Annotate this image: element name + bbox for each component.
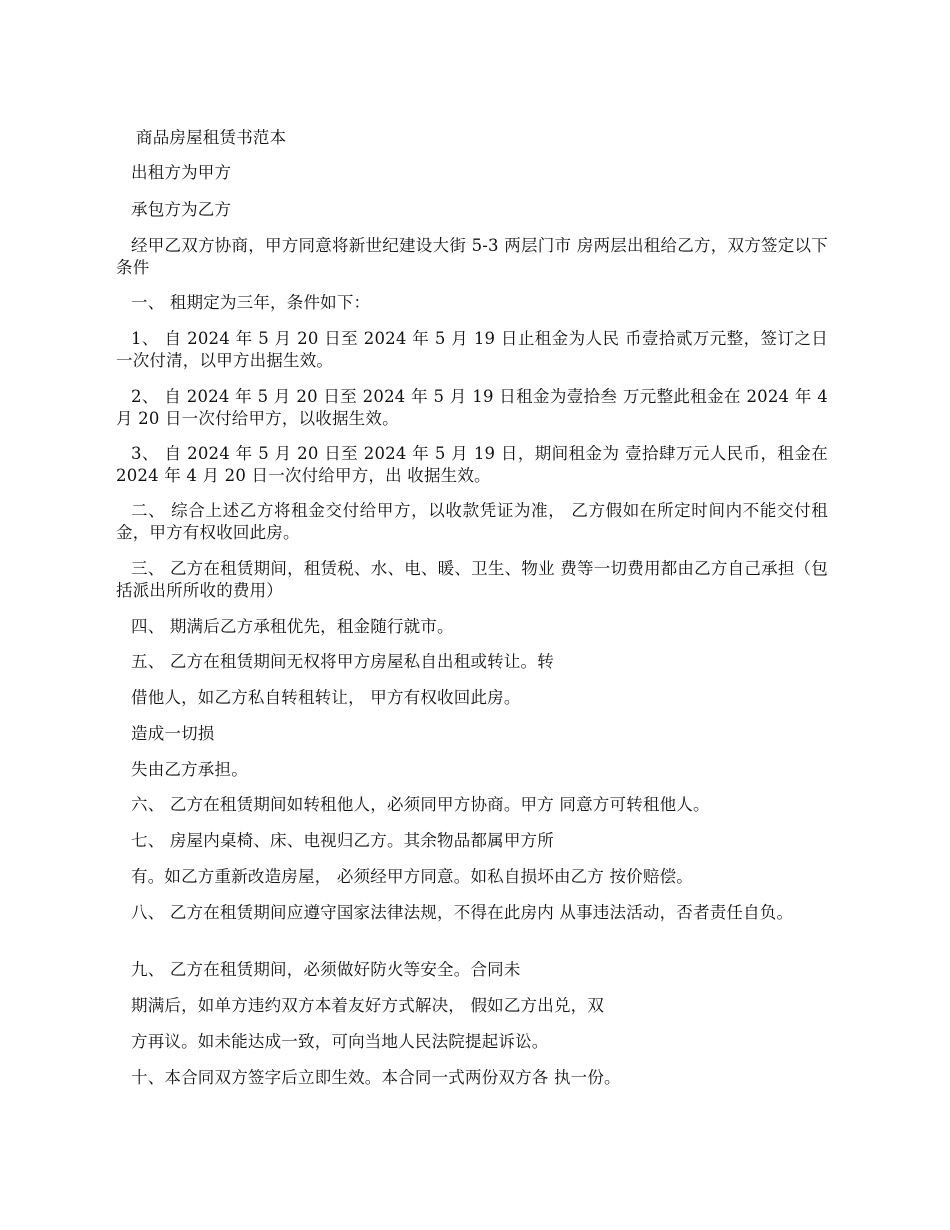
paragraph-clause-4: 四、 期满后乙方承租优先，租金随行就市。 (131, 617, 454, 636)
paragraph-lessor: 出租方为甲方 (131, 163, 232, 182)
paragraph-clause-9: 九、 乙方在租赁期间，必须做好防火等安全。合同未 (131, 960, 521, 979)
paragraph-clause-1-item-3: 3、 自 2024 年 5 月 20 日至 2024 年 5 月 19 日，期间租金为 壹拾肆万元人民币，租金在 2024 年 4 月 20 日一次付给甲方，出 收据生效。 (116, 444, 828, 485)
document-title: 商品房屋租赁书范本 (136, 128, 287, 147)
paragraph-intro: 经甲乙双方协商，甲方同意将新世纪建设大街 5-3 两层门市 房两层出租给乙方，双方签定以下条件 (116, 236, 828, 277)
paragraph-clause-5-cont-3: 失由乙方承担。 (131, 760, 248, 779)
paragraph-clause-1: 一、 租期定为三年，条件如下： (131, 293, 371, 312)
paragraph-clause-9-cont-2: 方再议。如未能达成一致，可向当地人民法院提起诉讼。 (131, 1032, 549, 1051)
paragraph-clause-1-item-1: 1、 自 2024 年 5 月 20 日至 2024 年 5 月 19 日止租金为人民 币壹拾贰万元整，签订之日一次付清，以甲方出据生效。 (116, 329, 828, 370)
paragraph-clause-3: 三、 乙方在租赁期间，租赁税、水、电、暖、卫生、物业 费等一切费用都由乙方自己承担（包括派出所所收的费用） (116, 559, 828, 600)
paragraph-clause-6: 六、 乙方在租赁期间如转租他人，必须同甲方协商。甲方 同意方可转租他人。 (131, 795, 710, 814)
paragraph-clause-5-cont-2: 造成一切损 (131, 724, 215, 743)
paragraph-clause-5-cont-1: 借他人，如乙方私自转租转让， 甲方有权收回此房。 (131, 688, 521, 707)
paragraph-clause-1-item-2: 2、 自 2024 年 5 月 20 日至 2024 年 5 月 19 日租金为壹拾叁 万元整此租金在 2024 年 4 月 20 日一次付给甲方，以收据生效。 (116, 387, 828, 428)
paragraph-clause-7-cont: 有。如乙方重新改造房屋， 必须经甲方同意。如私自损坏由乙方 按价赔偿。 (131, 867, 693, 886)
paragraph-clause-9-cont-1: 期满后，如单方违约双方本着友好方式解决， 假如乙方出兑，双 (131, 996, 605, 1015)
paragraph-clause-8: 八、 乙方在租赁期间应遵守国家法律法规，不得在此房内 从事违法活动，否者责任自负。 (131, 903, 794, 922)
paragraph-lessee: 承包方为乙方 (131, 200, 232, 219)
paragraph-clause-10: 十、本合同双方签字后立即生效。本合同一式两份双方各 执一份。 (131, 1068, 621, 1087)
paragraph-clause-2: 二、 综合上述乙方将租金交付给甲方，以收款凭证为准， 乙方假如在所定时间内不能交付租金，甲方有权收回此房。 (116, 501, 828, 542)
paragraph-clause-7: 七、 房屋内桌椅、床、电视归乙方。其余物品都属甲方所 (131, 831, 554, 850)
paragraph-clause-5: 五、 乙方在租赁期间无权将甲方房屋私自出租或转让。转 (131, 652, 554, 671)
